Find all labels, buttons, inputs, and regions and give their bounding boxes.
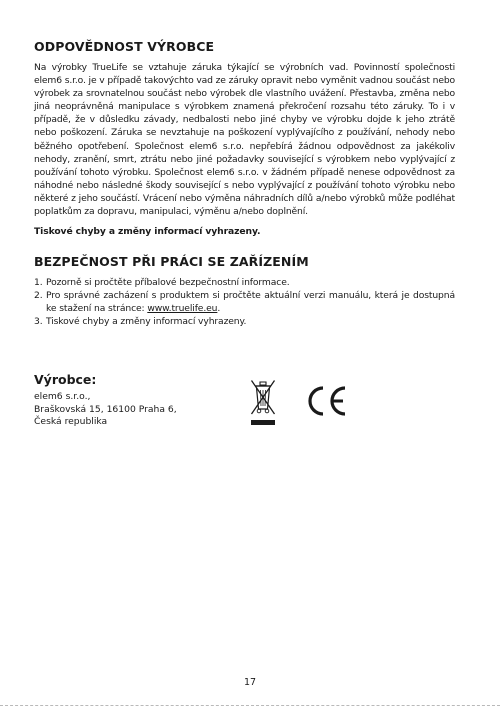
manufacturer-block: [34, 372, 234, 429]
list-item-number: 1.: [34, 277, 43, 289]
liability-note: Tiskové chyby a změny informací vyhrazeny.: [34, 226, 261, 238]
liability-body: Na výrobky TrueLife se vztahuje záruka týkající se výrobních vad. Povinností společnosti elem6 s.r.o. je v případě takovýchto vad ze záruky opravit nebo vyměnit vadnou součást nebo výrobek za srovnatelnou součást nebo výrobek dle vlastního uvážení. Přestavba, změna nebo jiná neoprávněná manipulace s výrobkem znamená překročení rozsahu této záruky. To i v případě, že v důsledku závady, nedbalosti nebo jiné chyby ve výrobku dojde k jeho ztrátě nebo poškození. Záruka se nevztahuje na poškození vyplývajícího z používání, nehody nebo běžného opotřebení. Společnost elem6 s.r.o. nepřebírá žádnou odpovědnost za jakékoliv nehody, zranění, smrt, ztrátu nebo jiné požadavky související s výrobkem nebo vyplývající z používání tohoto výrobku. Společnost elem6 s.r.o. v žádném případě nenese odpovědnost za náhodné nebo následné škody související s nebo vyplývající z používání tohoto výrobku nebo některé z jeho součástí. Vrácení nebo výměna náhradních dílů a/nebo výrobků může podléhat poplatkům za dopravu, manipulaci, výměnu a/nebo doplnění.: [34, 62, 455, 218]
list-item: [34, 289, 455, 315]
list-item-text-end: .: [217, 303, 221, 315]
manufacturer-label: Výrobce:: [34, 372, 97, 387]
list-item-text: Pozorně si pročtěte příbalové bezpečnostní informace.: [46, 277, 290, 289]
manufacturer-street: Braškovská 15, 16100 Praha 6,: [34, 403, 177, 415]
page-number: 17: [243, 677, 257, 688]
crossed-out-wheelie-bin-icon: [249, 378, 277, 430]
manufacturer-country: Česká republika: [34, 416, 108, 428]
list-item: [34, 315, 455, 328]
safety-section: [34, 253, 455, 328]
liability-title: ODPOVĚDNOST VÝROBCE: [34, 39, 215, 54]
list-item-text: Tiskové chyby a změny informací vyhrazeny.: [46, 316, 247, 328]
list-item-number: 2.: [34, 290, 43, 302]
list-item-number: 3.: [34, 316, 43, 328]
ce-mark-icon: [303, 384, 349, 418]
list-item-text-wrap: [46, 289, 455, 315]
website-link[interactable]: www.truelife.eu: [147, 303, 218, 315]
page-content: [34, 38, 455, 328]
manufacturer-name: elem6 s.r.o.,: [34, 391, 91, 402]
safety-list: [34, 276, 455, 328]
safety-title: BEZPEČNOST PŘI PRÁCI SE ZAŘÍZENÍM: [34, 254, 309, 270]
bottom-divider: [0, 705, 500, 706]
list-item: [34, 276, 455, 289]
list-item-text: Pro správné zacházení s produktem si pročtěte aktuální verzi manuálu, která je dostupná ke stažení na stránce:: [46, 290, 455, 315]
